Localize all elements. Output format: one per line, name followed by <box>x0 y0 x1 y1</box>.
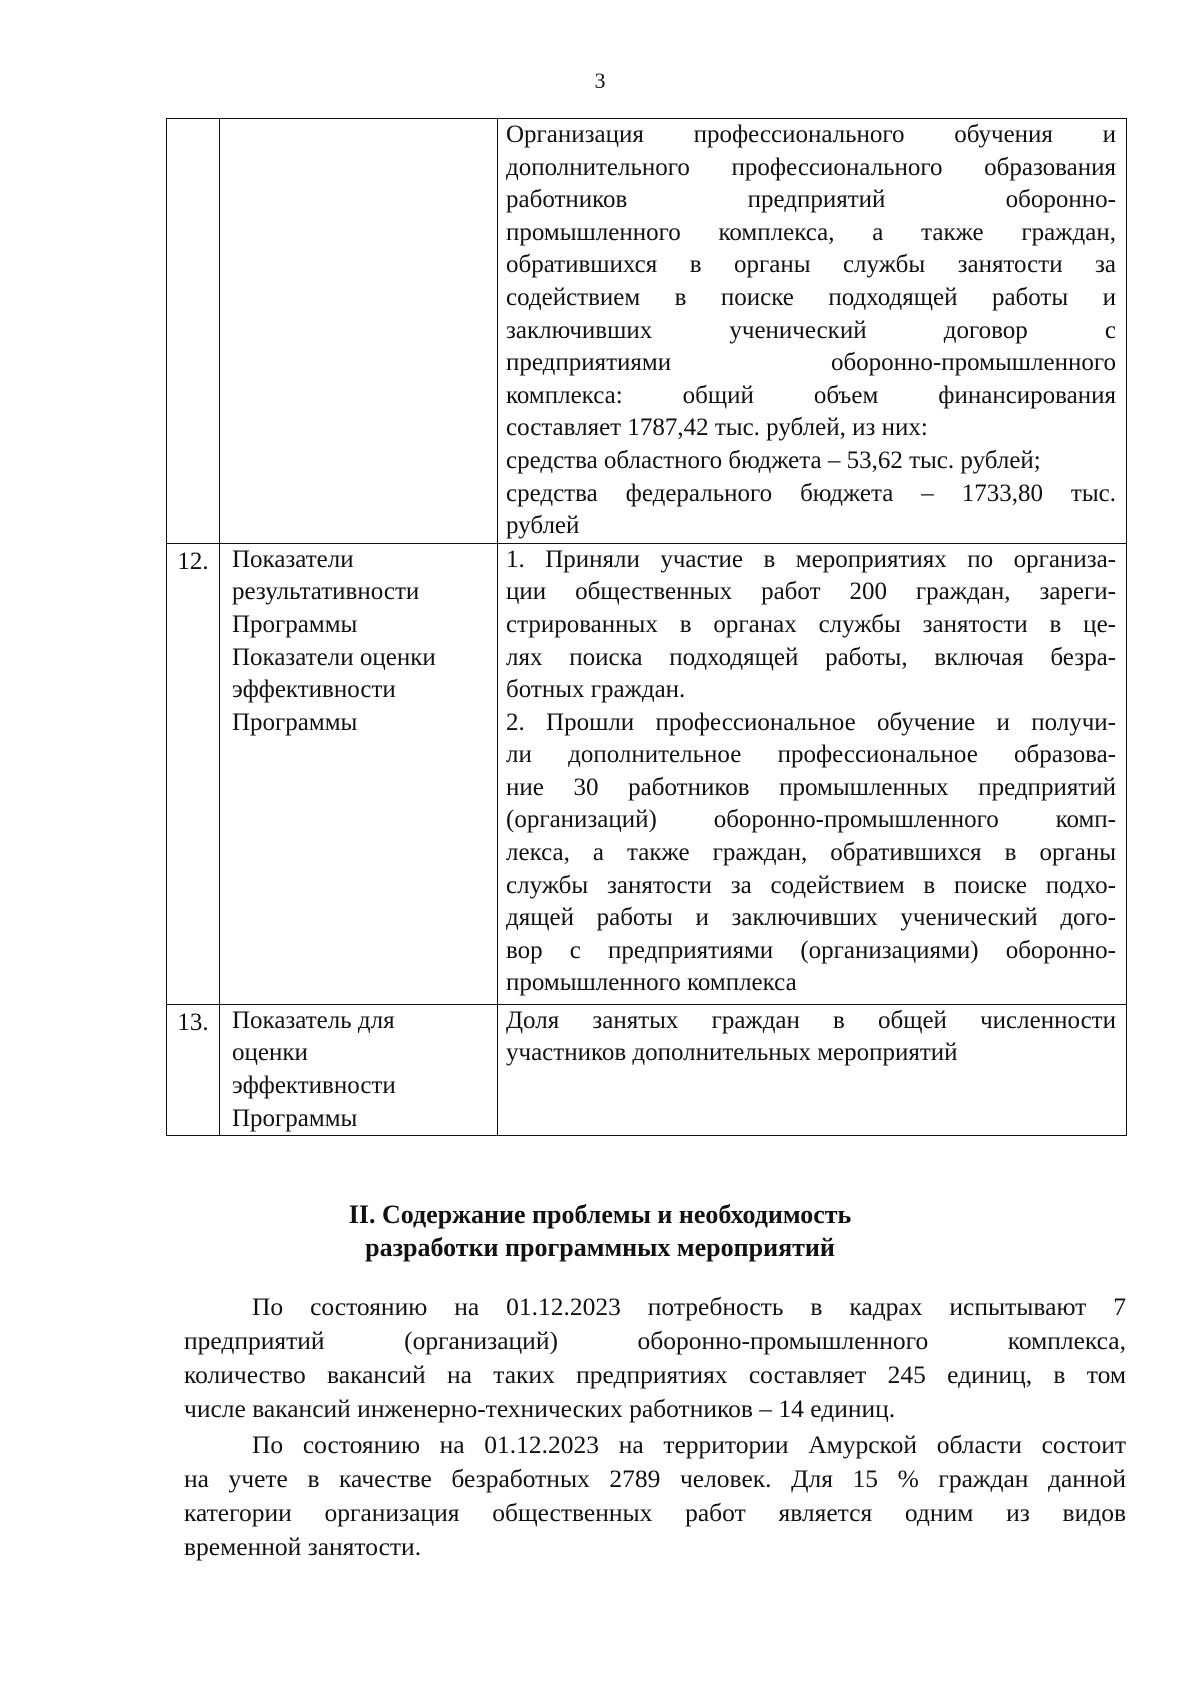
text-line: временной занятости. <box>184 1532 422 1561</box>
row-name-cell <box>220 543 498 1004</box>
text-line: средства федерального бюджета – 1733,80 тыс. <box>506 479 1116 507</box>
section-title-line: II. Содержание проблемы и необходимость <box>348 1200 852 1229</box>
text-line: составляет 1787,42 тыс. рублей, из них: <box>506 414 928 442</box>
text-line: лекса, а также граждан, обратившихся в органы <box>506 839 1116 867</box>
text-line: категории организация общественных работ является одним из видов <box>184 1498 1126 1527</box>
row-name-line: Показатели оценки <box>232 643 436 671</box>
text-line: вор с предприятиями (организациями) оборонно- <box>506 936 1116 964</box>
row-name-line: Показатель для <box>232 1006 395 1034</box>
text-line: на учете в качестве безработных 2789 человек. Для 15 % граждан данной <box>184 1464 1126 1493</box>
row-name-line: Программы <box>232 1104 358 1132</box>
table-row <box>167 1004 1127 1135</box>
text-line: заключивших ученический договор с <box>506 316 1116 344</box>
row-number: 13. <box>177 1008 209 1036</box>
text-line: 1. Приняли участие в мероприятиях по организа- <box>506 545 1116 573</box>
text-line: По состоянию на 01.12.2023 потребность в кадрах испытывают 7 <box>252 1292 1126 1321</box>
section-heading <box>0 1198 1200 1264</box>
text-line: ботных граждан. <box>506 676 686 704</box>
text-line: Организация профессионального обучения и <box>506 121 1116 148</box>
indicators-cell <box>498 543 1127 1004</box>
paragraph <box>184 1428 1126 1564</box>
paragraph <box>184 1290 1126 1426</box>
text-line: лях поиска подходящей работы, включая безра- <box>506 643 1116 671</box>
row-number-cell <box>167 543 220 1004</box>
row-name-line: эффективности <box>232 676 396 704</box>
efficiency-indicator-cell <box>498 1004 1127 1135</box>
row-name-line: Программы <box>232 708 358 736</box>
text-line: предприятиями оборонно-промышленного <box>506 349 1116 377</box>
text-line: Доля занятых граждан в общей численности <box>506 1006 1116 1034</box>
text-line: дящей работы и заключивших ученический дого- <box>506 904 1116 932</box>
text-line: содействием в поиске подходящей работы и <box>506 283 1116 311</box>
row-name-line: Программы <box>232 610 358 638</box>
text-line: промышленного комплекса, а также граждан, <box>506 218 1116 246</box>
text-line: ние 30 работников промышленных предприятий <box>506 773 1116 801</box>
text-line: службы занятости за содействием в поиске подхо- <box>506 871 1116 899</box>
funding-cell <box>498 119 1127 544</box>
program-passport-table <box>166 118 1127 1136</box>
text-line: стрированных в органах службы занятости в це- <box>506 610 1116 638</box>
text-line: предприятий (организаций) оборонно-промышленного комплекса, <box>184 1326 1126 1355</box>
text-line: обратившихся в органы службы занятости за <box>506 251 1116 279</box>
text-line: ции общественных работ 200 граждан, зареги- <box>506 578 1116 606</box>
row-name-line: эффективности <box>232 1071 396 1099</box>
row-name-line: Показатели <box>232 545 354 573</box>
table-row <box>167 543 1127 1004</box>
row-name-cell <box>220 1004 498 1135</box>
section-title-line: разработки программных мероприятий <box>365 1233 835 1262</box>
text-line: дополнительного профессионального образования <box>506 153 1116 181</box>
row-name-line: оценки <box>232 1039 308 1067</box>
text-line: 2. Прошли профессиональное обучение и получи- <box>506 708 1116 736</box>
text-line: работников предприятий оборонно- <box>506 186 1116 214</box>
text-line: (организаций) оборонно-промышленного комп- <box>506 806 1116 834</box>
text-line: участников дополнительных мероприятий <box>506 1039 958 1067</box>
text-line: По состоянию на 01.12.2023 на территории Амурской области состоит <box>252 1430 1126 1459</box>
row-name-line: результативности <box>232 578 420 606</box>
text-line: ли дополнительное профессиональное образова- <box>506 741 1116 769</box>
text-line: средства областного бюджета – 53,62 тыс. рублей; <box>506 446 1041 474</box>
table-row <box>167 119 1127 544</box>
text-line: числе вакансий инженерно-технических работников – 14 единиц. <box>184 1394 896 1423</box>
row-number-cell <box>167 119 220 544</box>
text-line: количество вакансий на таких предприятиях составляет 245 единиц, в том <box>184 1360 1126 1389</box>
row-number-cell <box>167 1004 220 1135</box>
row-number: 12. <box>177 547 209 575</box>
text-line: рублей <box>506 512 580 540</box>
text-line: комплекса: общий объем финансирования <box>506 381 1116 409</box>
row-name-cell <box>220 119 498 544</box>
body-text <box>184 1290 1126 1566</box>
page-number: 3 <box>594 68 606 93</box>
text-line: промышленного комплекса <box>506 969 797 997</box>
